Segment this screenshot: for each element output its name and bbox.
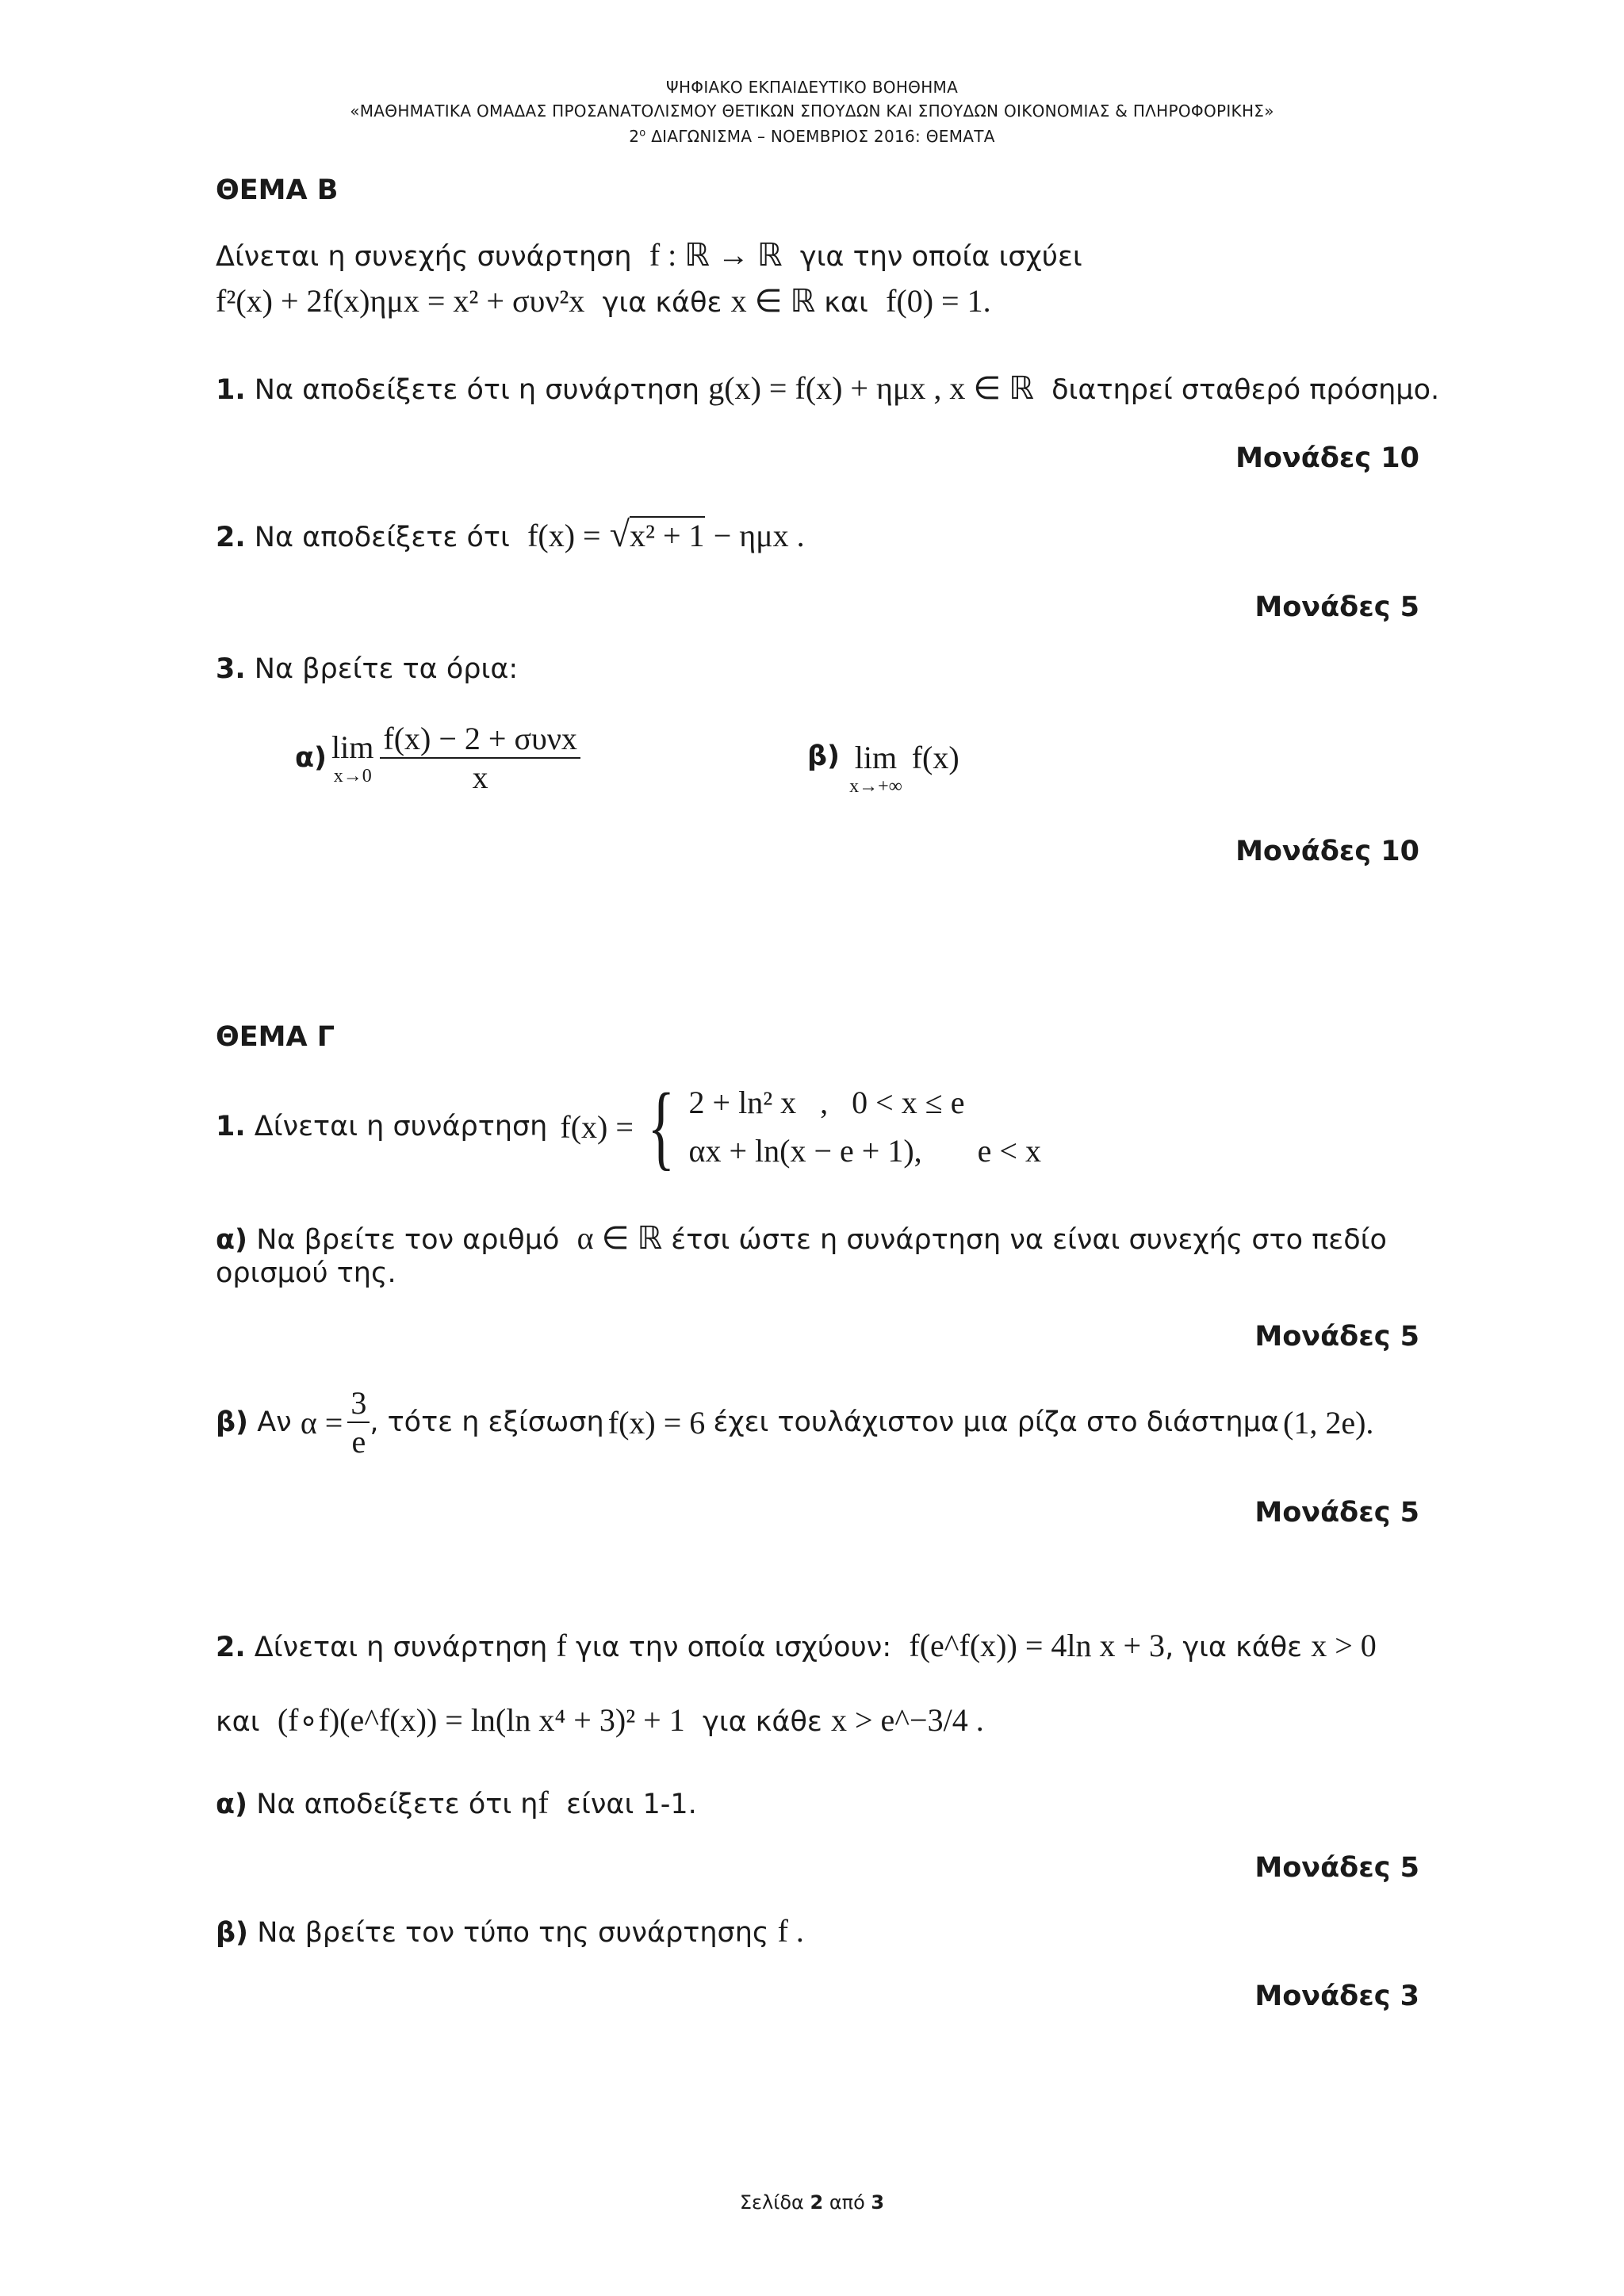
points-b3: Μονάδες 10 <box>1235 836 1419 867</box>
theme-g-part-2-cont: και (f∘f)(e^f(x)) = ln(ln x⁴ + 3)² + 1 για κάθε x > e^−3/4 . <box>216 1702 984 1738</box>
theme-g-question-2a: α) Να αποδείξετε ότι ηf είναι 1-1. <box>216 1785 697 1820</box>
theme-b-equation: f²(x) + 2f(x)ημx = x² + συν²x για κάθε x ∈ ℝ και f(0) = 1. <box>216 283 991 319</box>
points-b2: Μονάδες 5 <box>1254 591 1419 623</box>
theme-b-question-1: 1. Να αποδείξετε ότι η συνάρτηση g(x) = f(x) + ημx , x ∈ ℝ διατηρεί σταθερό πρόσημο. <box>216 370 1440 406</box>
theme-g-part-1: 1. Δίνεται η συνάρτηση f(x) = { 2 + ln² x , 0 < x ≤ e αx + ln(x − e + 1), e < x <box>216 1073 1041 1179</box>
header-line-2: «ΜΑΘΗΜΑΤΙΚΑ ΟΜΑΔΑΣ ΠΡΟΣΑΝΑΤΟΛΙΣΜΟΥ ΘΕΤΙΚΩΝ ΣΠΟΥΔΩΝ ΚΑΙ ΣΠΟΥΔΩΝ ΟΙΚΟΝΟΜΙΑΣ & ΠΛΗΡΟΦΟΡΙΚΗΣ» <box>350 101 1274 121</box>
points-g1b: Μονάδες 5 <box>1254 1497 1419 1529</box>
header-line-1: ΨΗΦΙΑΚΟ ΕΚΠΑΙΔΕΥΤΙΚΟ ΒΟΗΘΗΜΑ <box>665 78 959 97</box>
points-b1: Μονάδες 10 <box>1235 442 1419 474</box>
theme-b-intro: Δίνεται η συνεχής συνάρτηση f : ℝ → ℝ για την οποία ισχύει <box>216 237 1082 273</box>
theme-b-question-2: 2. Να αποδείξετε ότι f(x) = √x² + 1 − ημx . <box>216 514 805 554</box>
theme-g-question-1a: α) Να βρείτε τον αριθμό α ∈ ℝ έτσι ώστε η συνάρτηση να είναι συνεχής στο πεδίο <box>216 1220 1387 1256</box>
theme-g-title: ΘΕΜΑ Γ <box>216 1021 335 1053</box>
points-g1a: Μονάδες 5 <box>1254 1321 1419 1353</box>
points-g2a: Μονάδες 5 <box>1254 1852 1419 1884</box>
limit-b: β) lim x→+∞ f(x) <box>807 740 959 797</box>
theme-g-question-2b: β) Να βρείτε τον τύπο της συνάρτησης f . <box>216 1913 804 1949</box>
page-footer: Σελίδα 2 από 3 <box>739 2191 885 2214</box>
sqrt-radicand: x² + 1 <box>629 518 705 553</box>
theme-g-part-2: 2. Δίνεται η συνάρτηση f για την οποία ισχύουν: f(e^f(x)) = 4ln x + 3, για κάθε x > 0 <box>216 1628 1377 1663</box>
theme-g-question-1b: β) Αν α = $\frac{3}{e}$ , τότε η εξίσωση f(x) = 6 έχει τουλάχιστον μια ρίζα στο διάστημα (1, 2e). <box>216 1385 1374 1460</box>
limit-a: α) lim x→0 $\frac{\text{f(x) − 2 + συνx}}{x}$ <box>295 720 580 796</box>
theme-b-question-3: 3. Να βρείτε τα όρια: <box>216 653 519 685</box>
points-g2b: Μονάδες 3 <box>1254 1980 1419 2012</box>
theme-b-title: ΘΕΜΑ Β <box>216 174 339 206</box>
header-line-3: $2^o$ ΔΙΑΓΩΝΙΣΜΑ – ΝΟΕΜΒΡΙΟΣ 2016: ΘΕΜΑΤΑ <box>629 127 995 146</box>
theme-g-question-1a-cont: ορισμού της. <box>216 1257 396 1289</box>
